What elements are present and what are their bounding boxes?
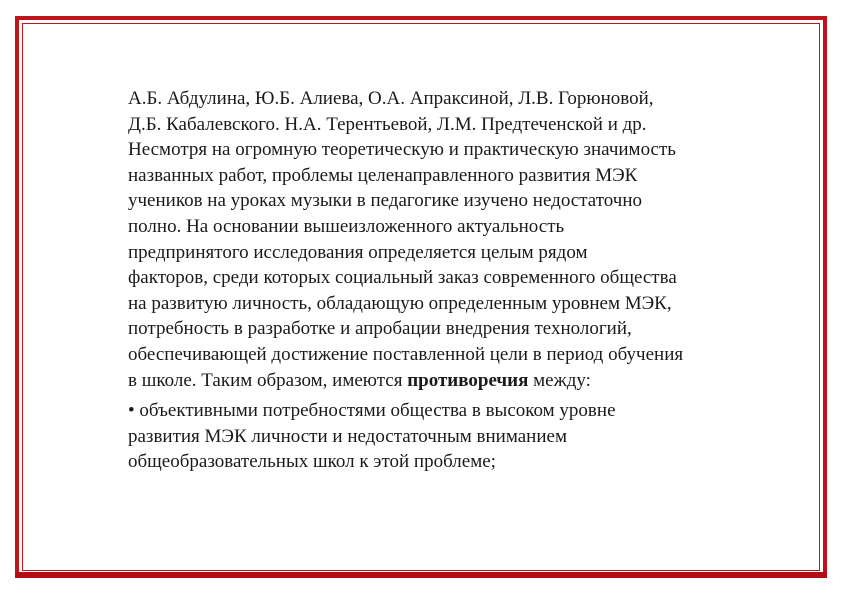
text-line: Несмотря на огромную теоретическую и практическую значимость [128, 139, 676, 161]
text-line: Д.Б. Кабалевского. Н.А. Терентьевой, Л.М. Предтеченской и др. [128, 113, 647, 135]
bullet-line: развития МЭК личности и недостаточным вниманием [128, 425, 567, 447]
bold-word-contradictions: противоречия [407, 369, 529, 391]
text-line: потребность в разработке и апробации внедрения технологий, [128, 318, 632, 340]
bullet-item [128, 398, 768, 475]
bullet-line: общеобразовательных школ к этой проблеме; [128, 451, 496, 473]
text-line: названных работ, проблемы целенаправленного развития МЭК [128, 164, 638, 186]
bullet-line: • объективными потребностями общества в высоком уровне [128, 400, 616, 422]
last-line-end: между: [528, 369, 591, 391]
text-line: предпринятого исследования определяется целым рядом [128, 241, 588, 263]
text-line: обеспечивающей достижение поставленной цели в период обучения [128, 343, 684, 365]
text-line: учеников на уроках музыки в педагогике изучено недостаточно [128, 190, 642, 212]
text-line: на развитую личность, обладающую определенным уровнем МЭК, [128, 292, 672, 314]
frame-bottom-bar [15, 572, 827, 578]
main-paragraph [128, 86, 768, 393]
last-line-start: в школе. Таким образом, имеются [128, 369, 408, 391]
slide-text [128, 86, 768, 475]
text-line: полно. На основании вышеизложенного актуальность [128, 215, 565, 237]
text-line: А.Б. Абдулина, Ю.Б. Алиева, О.А. Апраксиной, Л.В. Горюновой, [128, 88, 654, 109]
text-line: факторов, среди которых социальный заказ современного общества [128, 267, 677, 289]
